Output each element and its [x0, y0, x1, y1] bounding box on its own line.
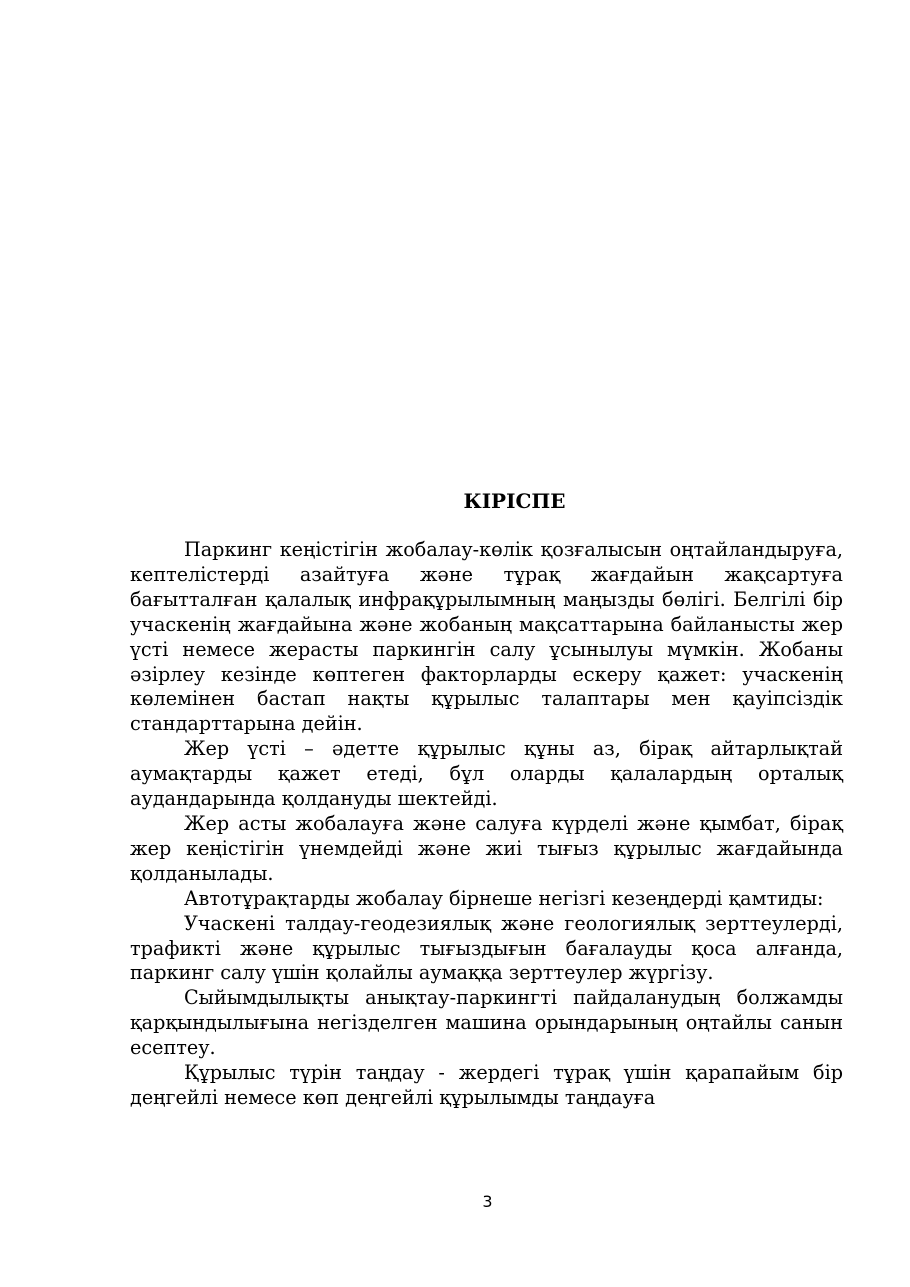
paragraph-surface-parking: Жер үсті – әдетте құрылыс құны аз, бірақ айтарлықтай аумақтарды қажет етеді, бұл оларды қалалардың орталық аудандарында қолдануды шектейді.: [130, 737, 843, 811]
body-text: [130, 538, 843, 1111]
paragraph-capacity: Сыйымдылықты анықтау-паркингті пайдаланудың болжамды қарқындылығына негізделген машина орындарының оңтайлы санын есептеу.: [130, 986, 843, 1060]
section-title: КІРІСПЕ: [463, 489, 566, 513]
paragraph-intro: Паркинг кеңістігін жобалау-көлік қозғалысын оңтайландыруға, кептелістерді азайтуға және тұрақ жағдайын жақсартуға бағытталған қалалық инфрақұрылымның маңызды бөлігі. Белгілі бір учаскенің жағдайына және жобаның мақсаттарына байланысты жер үсті немесе жерасты паркингін салу ұсынылуы мүмкін. Жобаны әзірлеу кезінде көптеген факторларды ескеру қажет: учаскенің көлемінен бастап нақты құрылыс талаптары мен қауіпсіздік стандарттарына дейін.: [130, 538, 843, 736]
paragraph-underground-parking: Жер асты жобалауға және салуға күрделі және қымбат, бірақ жер кеңістігін үнемдейді және жиі тығыз құрылыс жағдайында қолданылады.: [130, 811, 843, 885]
paragraph-site-analysis: Учаскені талдау-геодезиялық және геологиялық зерттеулерді, трафикті және құрылыс тығыздығын бағалауды қоса алғанда, паркинг салу үшін қолайлы аумаққа зерттеулер жүргізу.: [130, 911, 843, 985]
page-number: 3: [482, 1192, 493, 1211]
paragraph-construction-type: Құрылыс түрін таңдау - жердегі тұрақ үшін қарапайым бір деңгейлі немесе көп деңгейлі құрылымды таңдауға: [130, 1061, 843, 1109]
paragraph-design-stages: Автотұрақтарды жобалау бірнеше негізгі кезеңдерді қамтиды:: [184, 886, 824, 910]
